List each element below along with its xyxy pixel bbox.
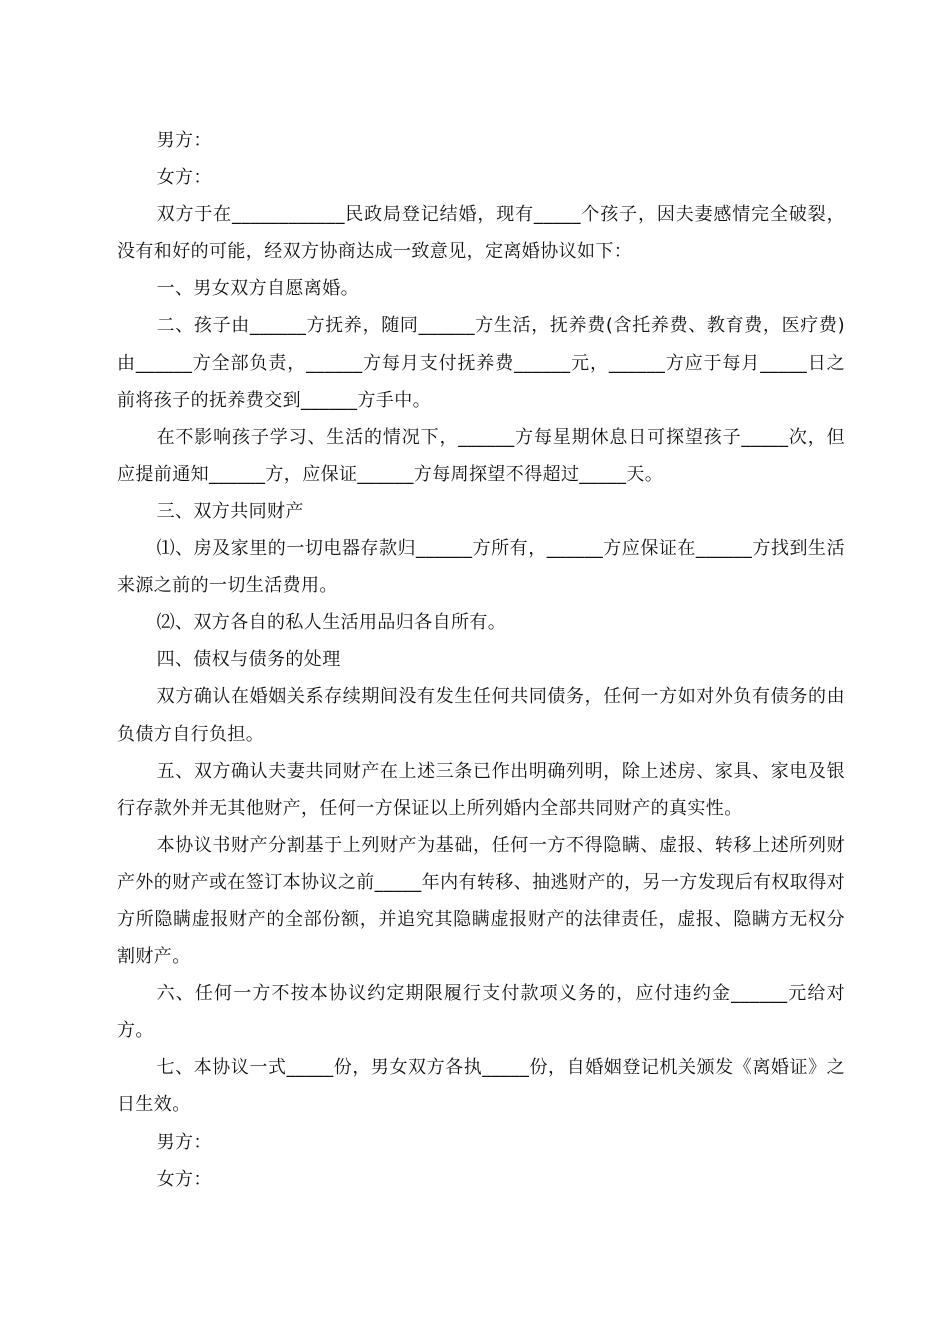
visitation-paragraph: 在不影响孩子学习、生活的情况下，______方每星期休息日可探望孩子_____次，但应提前通知______方，应保证______方每周探望不得超过_____天。 <box>117 426 845 485</box>
clause-6-paragraph: 六、任何一方不按本协议约定期限履行支付款项义务的，应付违约金______元给对方。 <box>117 983 845 1042</box>
clause-1-heading: 一、男女双方自愿离婚。 <box>156 278 359 300</box>
clause-3-heading: 三、双方共同财产 <box>156 500 304 522</box>
property-item-2: ⑵、双方各自的私人生活用品归各自所有。 <box>156 612 507 634</box>
clause-4-heading: 四、债权与债务的处理 <box>156 649 341 671</box>
intro-paragraph: 双方于在____________民政局登记结婚，现有_____个孩子，因夫妻感情完全破裂，没有和好的可能，经双方协商达成一致意见，定离婚协议如下： <box>117 204 845 263</box>
clause-2-child-custody: 二、孩子由______方抚养，随同______方生活，抚养费(含托养费、教育费，医疗费)由______方全部负责，______方每月支付抚养费______元，______方应于每月_____日之前将孩子的抚养费交到______方手中。 <box>117 315 845 411</box>
property-division-paragraph: 本协议书财产分割基于上列财产为基础，任何一方不得隐瞒、虚报、转移上述所列财产外的财产或在签订本协议之前_____年内有转移、抽逃财产的，另一方发现后有权取得对方所隐瞒虚报财产的全部份额，并追究其隐瞒虚报财产的法律责任，虚报、隐瞒方无权分割财产。 <box>117 834 845 968</box>
footer-husband-label: 男方： <box>156 1131 212 1153</box>
husband-label: 男方： <box>156 130 212 151</box>
property-item-1: ⑴、房及家里的一切电器存款归______方所有，______方应保证在______方找到生活来源之前的一切生活费用。 <box>117 538 845 597</box>
clause-7-paragraph: 七、本协议一式_____份，男女双方各执_____份，自婚姻登记机关颁发《离婚证》之日生效。 <box>117 1057 845 1116</box>
agreement-body <box>117 122 845 1198</box>
footer-wife-label: 女方： <box>156 1168 212 1190</box>
wife-label: 女方： <box>156 167 212 189</box>
clause-5-paragraph: 五、双方确认夫妻共同财产在上述三条已作出明确列明，除上述房、家具、家电及银行存款外并无其他财产，任何一方保证以上所列婚内全部共同财产的真实性。 <box>117 760 845 819</box>
debt-paragraph: 双方确认在婚姻关系存续期间没有发生任何共同债务，任何一方如对外负有债务的由负债方自行负担。 <box>117 686 845 745</box>
